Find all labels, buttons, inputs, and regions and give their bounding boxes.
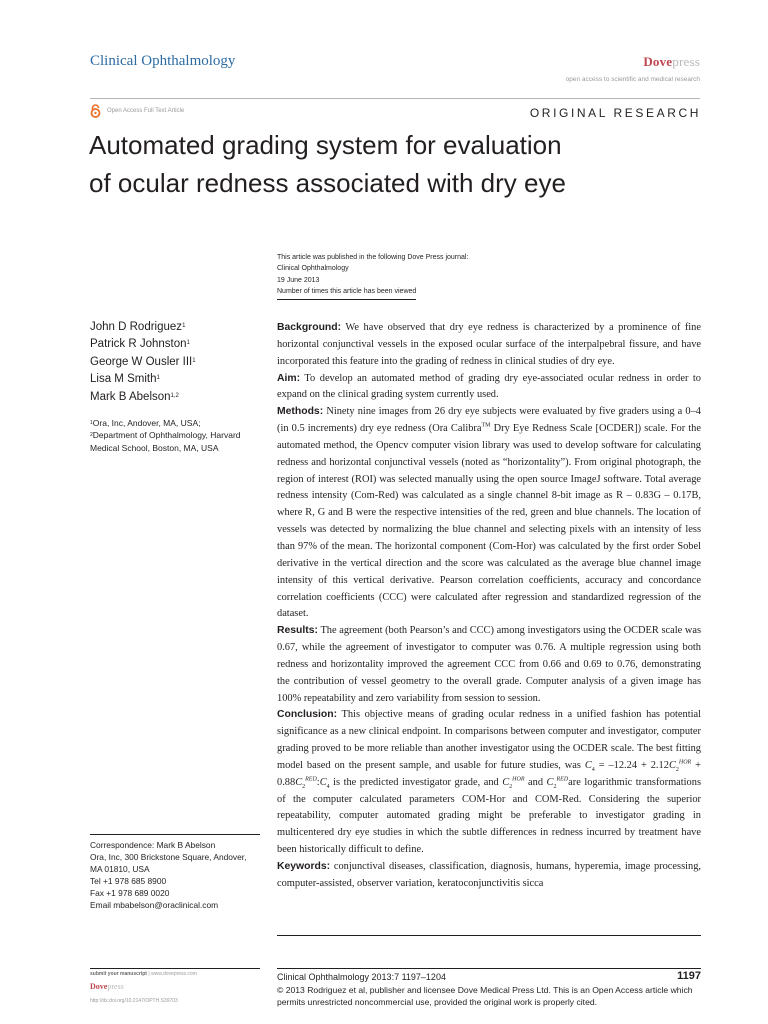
affiliations <box>90 417 265 454</box>
abstract <box>277 320 701 893</box>
correspondence-line: Ora, Inc, 300 Brickstone Square, Andover, <box>90 852 247 863</box>
open-access-badge <box>89 104 184 118</box>
correspondence <box>90 839 265 912</box>
author: John D Rodriguez$^1$ <box>90 321 186 333</box>
pubinfo-views-link[interactable]: Number of times this article has been viewed <box>277 286 416 299</box>
submit-manuscript-link[interactable]: submit your manuscript | www.dovepress.com <box>90 971 197 977</box>
abstract-results: Results: The agreement (both Pearson’s and CCC) among investigators using the OCDER scale was 0.67, while the agreement of investigator to computer was 0.76. A multiple regression using both redness and horizontality improved the agreement CCC from 0.66 and 0.69 to 0.76, demonstrating the contribution of vessel geometry to the overall grade. Computer analysis of a given image has 100% repeatability and zero variability from session to session. <box>277 625 701 704</box>
pubinfo-date: 19 June 2013 <box>277 276 320 284</box>
footer-dovepress-logo[interactable]: Dovepress <box>90 982 124 991</box>
article-title <box>89 126 689 202</box>
title-line-2: of ocular redness associated with dry eye <box>89 168 566 198</box>
correspondence-line: Correspondence: Mark B Abelson <box>90 840 216 850</box>
footer-divider-left <box>90 968 260 969</box>
dovepress-logo-light: press <box>672 54 700 69</box>
journal-name[interactable]: Clinical Ophthalmology <box>90 53 236 69</box>
correspondence-line: Tel +1 978 685 8900 <box>90 876 167 887</box>
correspondence-email[interactable]: Email mbabelson@oraclinical.com <box>90 900 219 911</box>
abstract-divider <box>277 935 701 936</box>
abstract-keywords: Keywords: conjunctival diseases, classification, diagnosis, humans, hyperemia, image processing, computer-assisted, observer variation, keratoconjunctivitis sicca <box>277 861 701 889</box>
dovepress-logo-bold: Dove <box>643 54 673 69</box>
model-equation: $C_4 = -12.24 + 2.12C_2^{HOR}$ + $0.88C_2^{RED}:C_4$ <box>277 759 701 790</box>
affiliation: $^1$Ora, Inc, Andover, MA, USA; <box>90 418 201 428</box>
dovepress-logo[interactable] <box>643 54 700 70</box>
abstract-background: Background: We have observed that dry eye redness is characterized by a prominence of fine horizontal conjunctival vessels in the exposed ocular surface of the interpalpebral fissure, and have incorporated this feature into the grading of redness in clinical studies of dry eye. <box>277 322 701 367</box>
footer-citation: Clinical Ophthalmology 2013:7 1197–1204 <box>277 972 446 982</box>
title-line-1: Automated grading system for evaluation <box>89 130 562 160</box>
author: Mark B Abelson$^{1,2}$ <box>90 390 179 403</box>
correspondence-divider <box>90 834 260 835</box>
dovepress-tagline: open access to scientific and medical research <box>565 76 700 83</box>
author: Lisa M Smith$^1$ <box>90 373 160 386</box>
open-access-label: Open Access Full Text Article <box>107 108 185 114</box>
author: George W Ousler III$^1$ <box>90 355 196 368</box>
doi-link[interactable]: http://dx.doi.org/10.2147/OPTH.S39703 <box>90 998 178 1004</box>
open-access-icon <box>89 104 102 118</box>
abstract-methods: Methods: Ninety nine images from 26 dry eye subjects were evaluated by five graders using a 0–4 (in 0.5 increments) dry eye redness (Ora Calibra™ Dry Eye Redness Scale [OCDER]) scale. For the automated method, the Opencv computer vision library was used to develop software for calculating redness and horizontal conjunctival vessels (noted as “horizontality”). From original photograph, the region of interest (ROI) was selected manually using the open source ImageJ software. Total average redness intensity (Com-Red) was calculated as a single channel 8-bit image as R – 0.83G – 0.17B, where R, G and B were the respective intensities of the red, green and blue channels. The location of vessels was detected by normalizing the blue channel and selecting pixels with an intensity of less than 97% of the mean. The horizontal component (Com-Hor) was calculated by the first order Sobel derivative in the vertical direction and the score was calculated as the average blue channel image intensity of this vertical derivative. Pearson correlation coefficients, accuracy and concordance correlation coefficients (CCC) were calculated after regression and standardized regression of the dataset. <box>277 406 701 620</box>
pubinfo-line: This article was published in the following Dove Press journal: <box>277 254 469 261</box>
abstract-conclusion: Conclusion: This objective means of grading ocular redness in a unified fashion has potential significance as a new clinical endpoint. In comparisons between computer and investigator, computer grading proved to be more reliable than another investigator using the OCDER scale. The best fitting model based on the present sample, and usable for future studies, was $C_4 = -12.24 + 2.12C_2^{HOR}$ + $0.88C_2^{RED}:C_4$ is the predicted investigator grade, and $C_2^{HOR}$ and $C_2^{RED}are$ logarithmic transformations of the computer calculated parameters COM-Hor and COM-Red. Considering the superior repeatability, computer automated grading might be preferable to investigator grading in multicentered dry eye studies in which the subtle differences in redness incurred by treatment have been historically difficult to define. <box>277 709 701 856</box>
author: Patrick R Johnston$^1$ <box>90 338 190 351</box>
correspondence-line: Fax +1 978 689 0020 <box>90 888 170 899</box>
page-number: 1197 <box>677 970 701 982</box>
footer-divider-right <box>277 968 701 969</box>
header-divider <box>90 98 700 99</box>
article-type: ORIGINAL RESEARCH <box>529 106 701 120</box>
correspondence-line: MA 01810, USA <box>90 864 150 875</box>
abstract-aim: Aim: To develop an automated method of grading dry eye-associated ocular redness in order to expand on the clinical grading system currently used. <box>277 372 701 401</box>
copyright-notice: © 2013 Rodriguez et al, publisher and licensee Dove Medical Press Ltd. This is an Open Access article which permits unrestricted noncommercial use, provided the original work is properly cited. <box>277 985 693 1007</box>
author-list <box>90 319 196 406</box>
affiliation: $^2$Department of Ophthalmology, Harvard Medical School, Boston, MA, USA <box>90 430 241 453</box>
pubinfo-journal[interactable]: Clinical Ophthalmology <box>277 265 349 273</box>
publication-info <box>277 252 468 300</box>
